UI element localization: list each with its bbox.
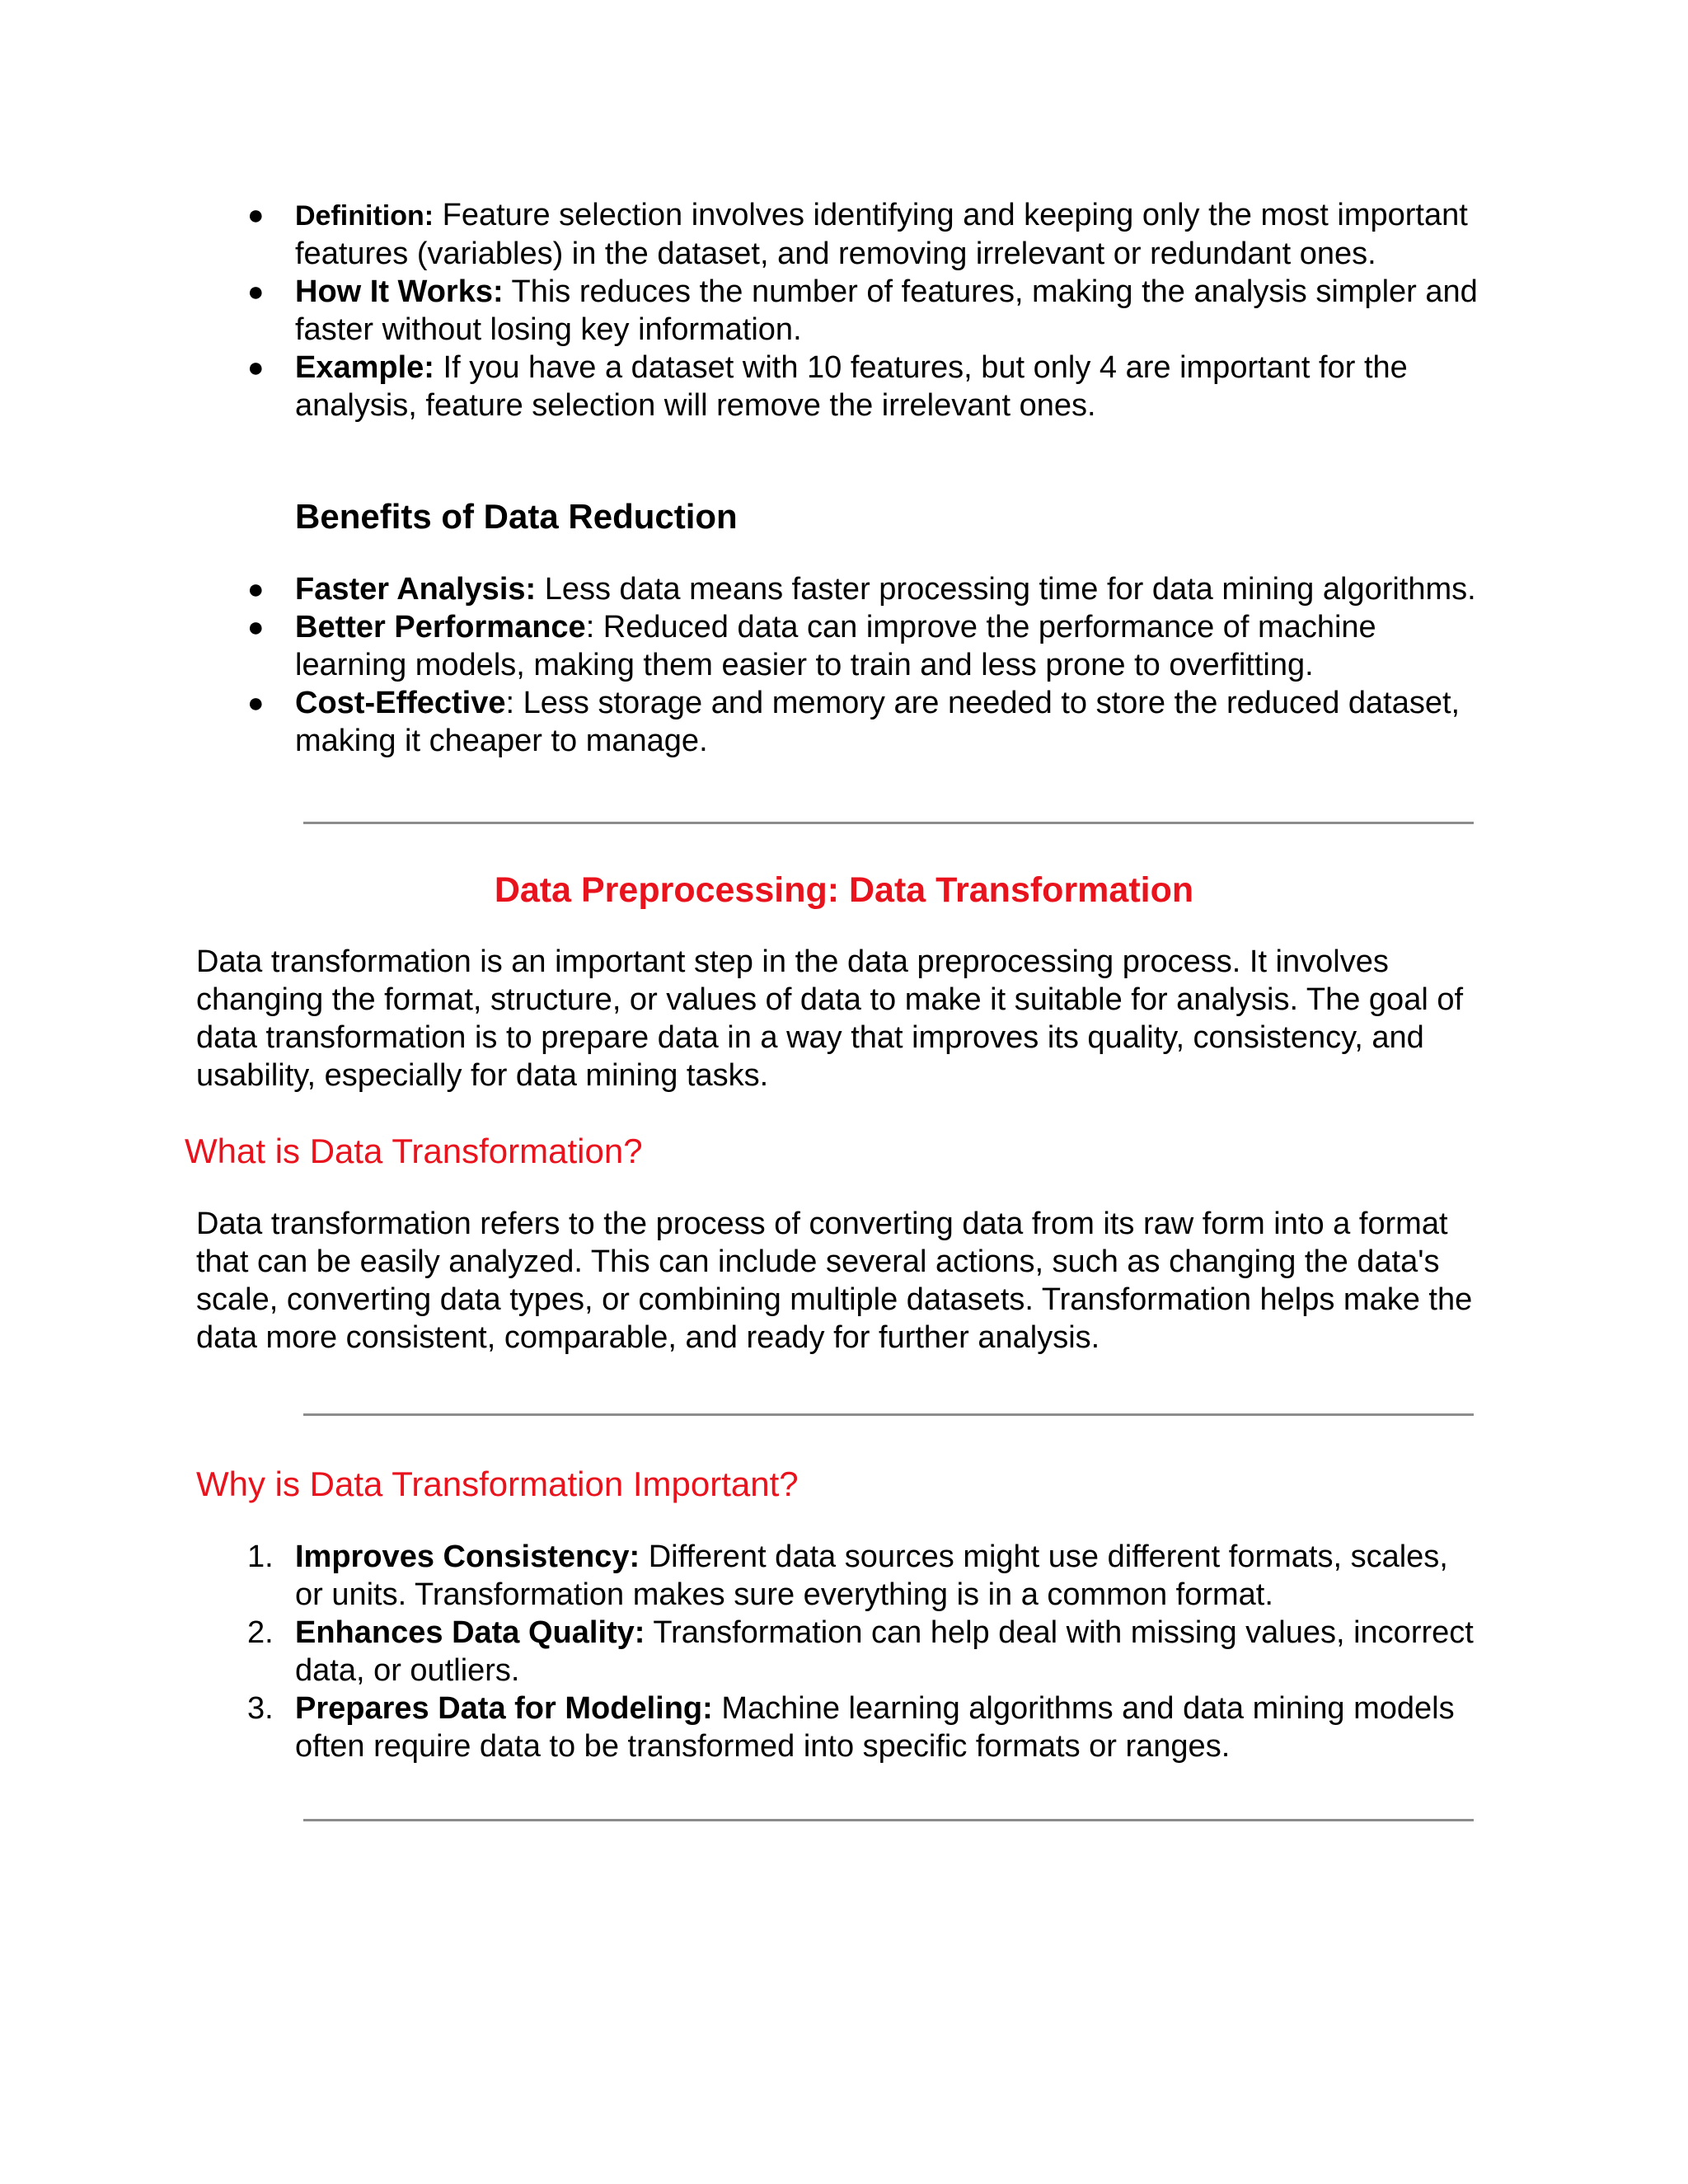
item-text: Less data means faster processing time for data mining algorithms.	[536, 572, 1476, 607]
list-item	[247, 196, 1484, 273]
item-label: Cost-Effective	[295, 686, 506, 720]
list-item	[247, 608, 1484, 684]
item-text: Feature selection involves identifying and keeping only the most important features (variables) in the dataset, and removing irrelevant or redundant ones.	[295, 198, 1468, 271]
list-item	[247, 349, 1484, 424]
why-heading: Why is Data Transformation Important?	[196, 1465, 799, 1503]
item-text: Transformation can help deal with missing values, incorrect data, or outliers.	[295, 1615, 1474, 1688]
what-paragraph: Data transformation refers to the process of converting data from its raw form into a format that can be easily analyzed. This can include several actions, such as changing the data's scale, converting data types, or combining multiple datasets. Transformation helps make the data more consistent, comparable, and ready for further analysis.	[196, 1207, 1473, 1355]
item-text: Machine learning algorithms and data mining models often require data to be transformed into specific formats or ranges.	[295, 1691, 1455, 1764]
what-heading: What is Data Transformation?	[185, 1132, 643, 1170]
list-item	[247, 684, 1484, 760]
item-text: Different data sources might use different formats, scales, or units. Transformation makes sure everything is in a common format.	[295, 1540, 1448, 1612]
benefits-list	[247, 570, 1484, 760]
item-label: Improves Consistency:	[295, 1540, 640, 1574]
item-number: 1.	[247, 1540, 274, 1574]
item-label: Example:	[295, 350, 434, 385]
item-label: Enhances Data Quality:	[295, 1615, 645, 1650]
item-label: How It Works:	[295, 274, 504, 309]
bullet-icon: ●	[247, 276, 265, 307]
intro-paragraph: Data transformation is an important step in the data preprocessing process. It involves changing the format, structure, or values of data to make it suitable for analysis. The goal of data transformation is to prepare data in a way that improves its quality, consistency, and usability, especially for data mining tasks.	[196, 944, 1464, 1093]
bullet-icon: ●	[247, 574, 265, 605]
list-item	[247, 273, 1484, 349]
feature-selection-list	[247, 196, 1484, 424]
list-item	[247, 1690, 1484, 1765]
item-number: 3.	[247, 1691, 274, 1726]
divider	[303, 1819, 1474, 1821]
section-title: Data Preprocessing: Data Transformation	[494, 870, 1194, 910]
divider	[303, 1413, 1474, 1416]
item-text: : Less storage and memory are needed to store the reduced dataset, making it cheaper to manage.	[295, 686, 1461, 758]
item-label: Faster Analysis:	[295, 572, 537, 607]
item-text: If you have a dataset with 10 features, but only 4 are important for the analysis, feature selection will remove the irrelevant ones.	[295, 350, 1408, 423]
item-text: This reduces the number of features, making the analysis simpler and faster without losing key information.	[295, 274, 1478, 347]
item-text: : Reduced data can improve the performance of machine learning models, making them easier to train and less prone to overfitting.	[295, 610, 1376, 682]
bullet-icon: ●	[247, 199, 265, 231]
bullet-icon: ●	[247, 612, 265, 643]
item-label: Definition:	[295, 200, 434, 232]
why-list	[247, 1538, 1484, 1765]
item-label: Better Performance	[295, 610, 586, 644]
bullet-icon: ●	[247, 352, 265, 383]
benefits-heading: Benefits of Data Reduction	[295, 497, 738, 536]
item-label: Prepares Data for Modeling:	[295, 1691, 713, 1726]
list-item	[247, 1614, 1484, 1690]
list-item	[247, 1538, 1484, 1614]
item-number: 2.	[247, 1615, 274, 1650]
bullet-icon: ●	[247, 687, 265, 719]
divider	[303, 822, 1474, 824]
list-item	[247, 570, 1484, 608]
